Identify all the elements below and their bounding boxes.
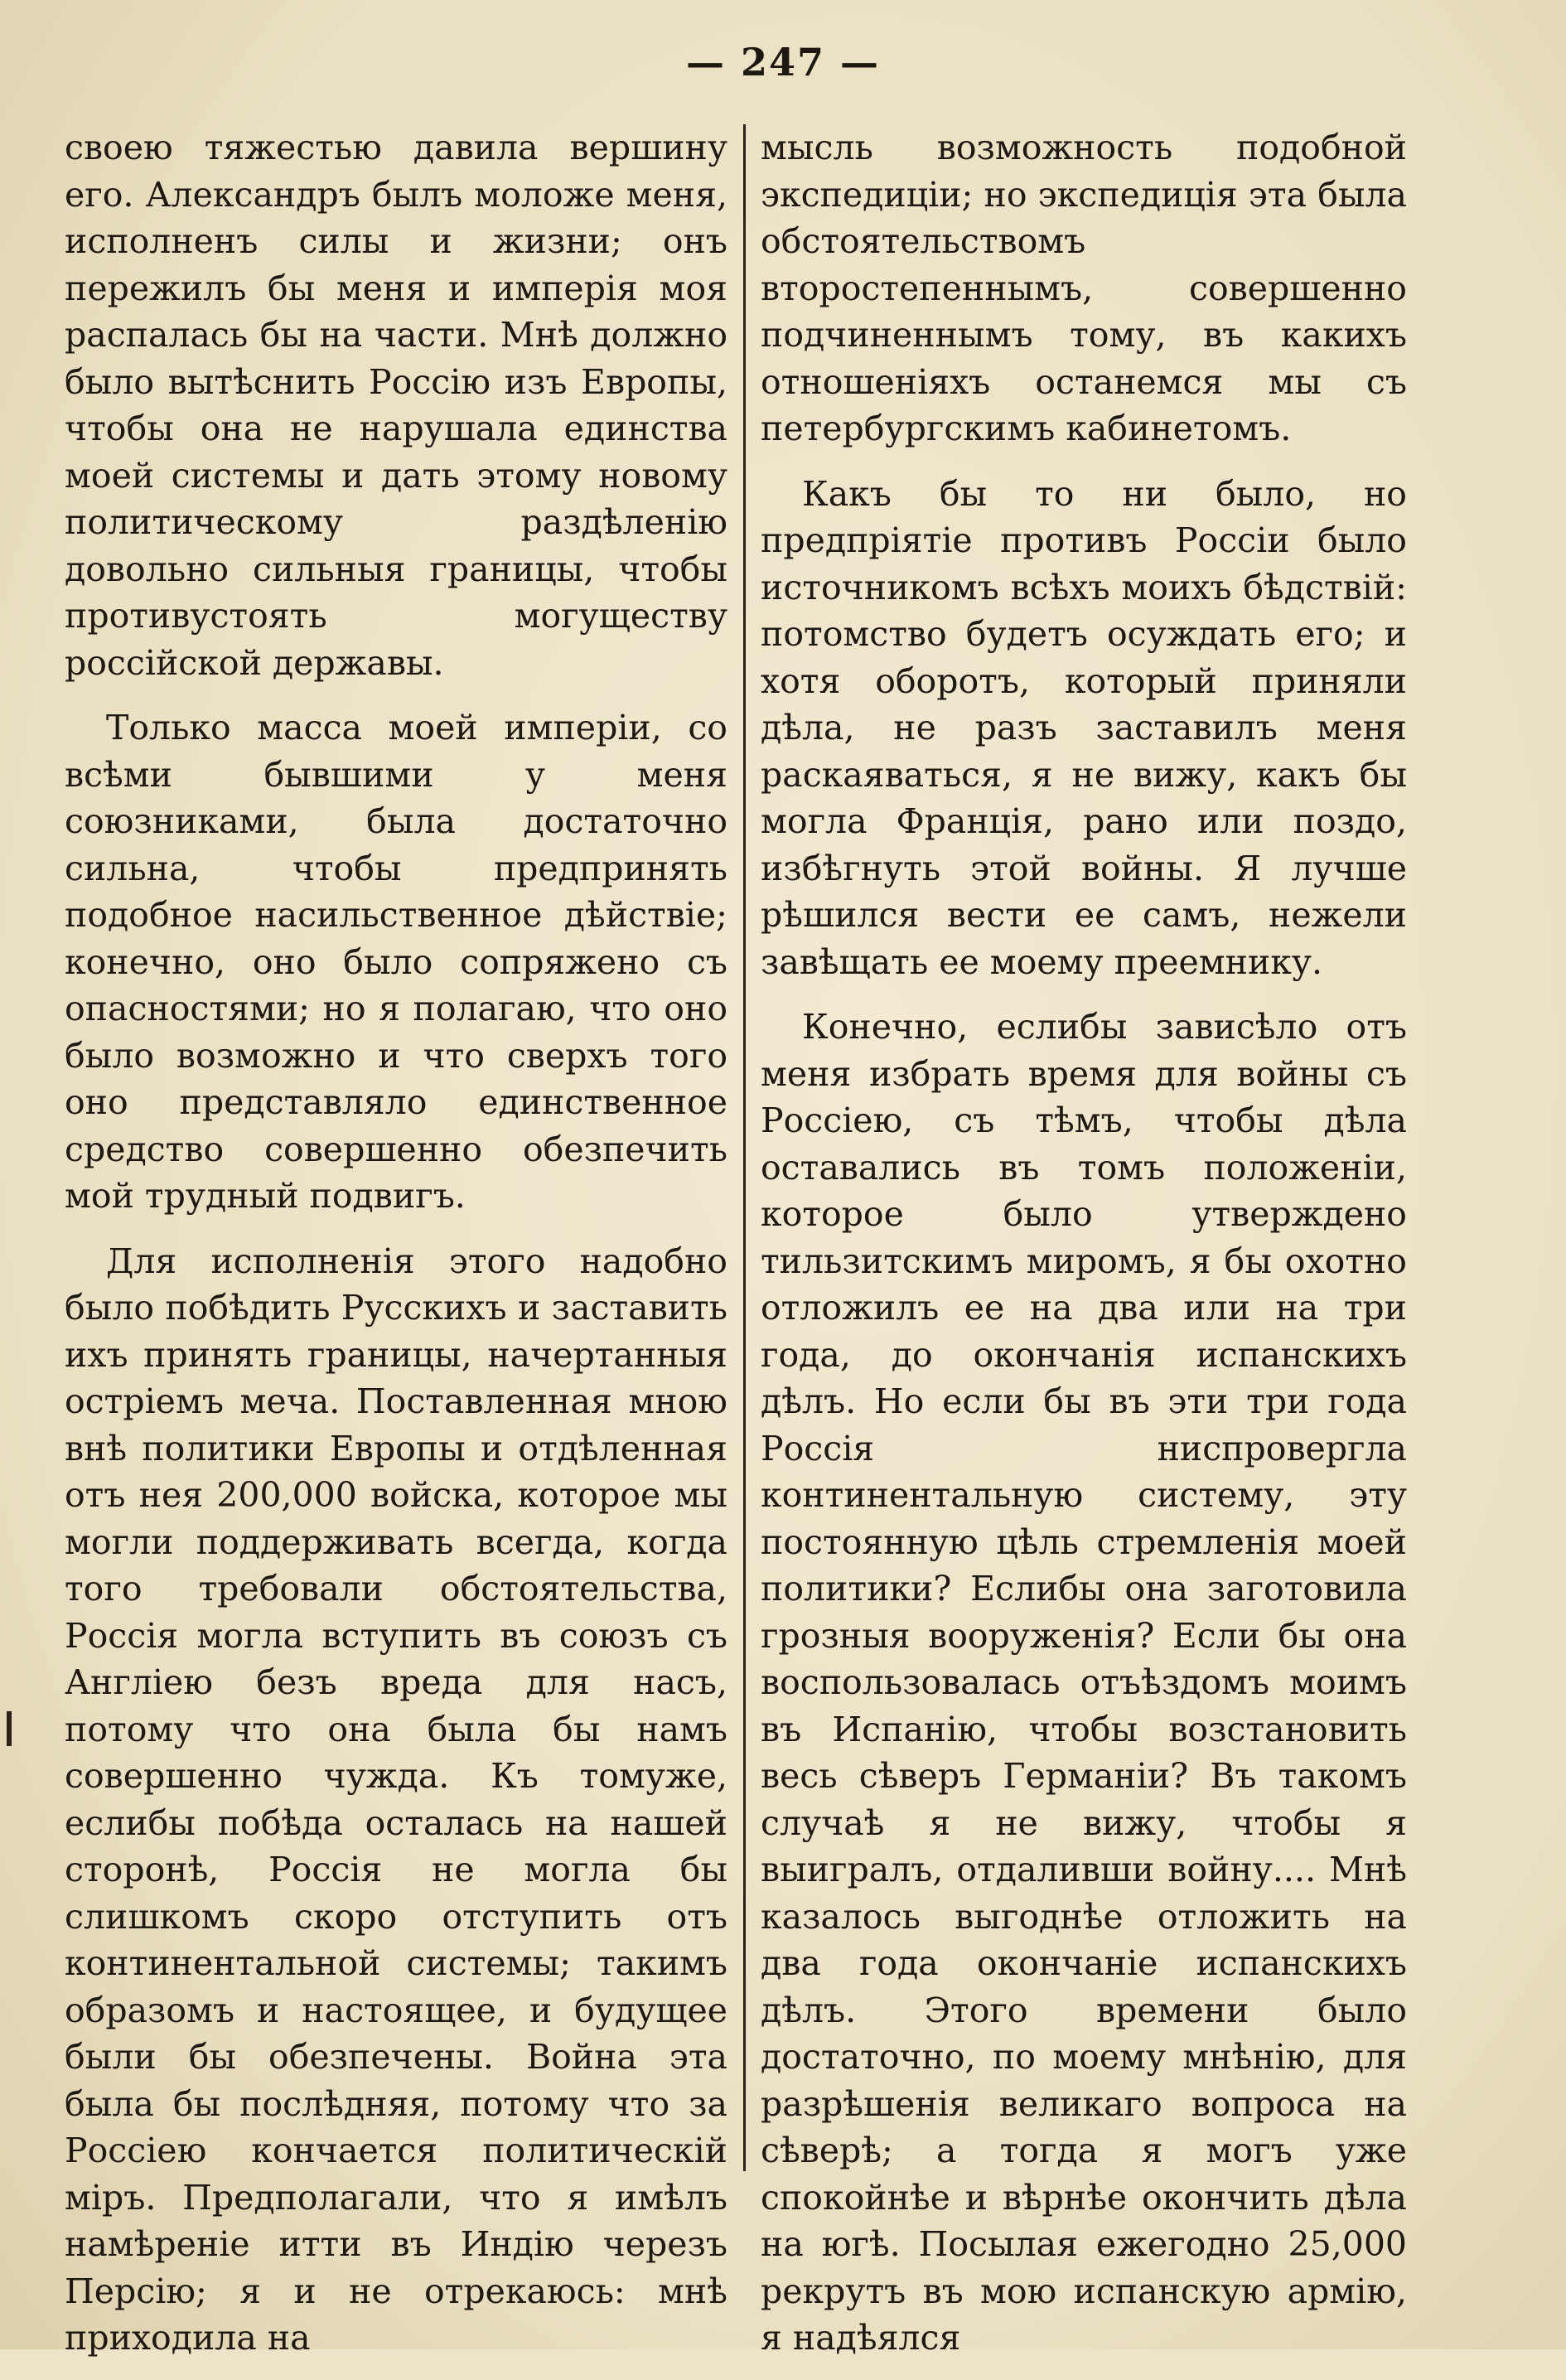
paragraph: Какъ бы то ни было, но предпріятіе противъ Россіи было источникомъ всѣхъ моихъ бѣдствій: потомство будетъ осуждать его; и хотя оборотъ, который приняли дѣла, не разъ заставилъ меня раскаяваться, я не вижу, какъ бы могла Франція, рано или поздо, избѣгнуть этой войны. Я лучше рѣшился вести ее самъ, нежели завѣщать ее моему преемнику. (761, 473, 1407, 982)
paragraph: Для исполненія этого надобно было побѣдить Русскихъ и заставить ихъ принять границы, начертанныя остріемъ меча. Поставленная мною внѣ политики Европы и отдѣленная отъ нея 200,000 войска, которое мы могли поддерживать всегда, когда того требовали обстоятельства, Россія могла вступить въ союзъ съ Англіею безъ вреда для насъ, потому что она была бы намъ совершенно чужда. Къ томуже, еслибы побѣда осталась на нашей сторонѣ, Россія не могла бы слишкомъ скоро отступить отъ континентальной системы; такимъ образомъ и настоящее, и будущее были бы обезпечены. Война эта была бы послѣдняя, потому что за Россіею кончается политическій міръ. Предполагали, что я имѣлъ намѣреніе итти въ Индію черезъ Персію; я и не отрекаюсь: мнѣ приходила на (65, 1241, 727, 2358)
paragraph: мысль возможность подобной экспедиціи; но экспедиція эта была обстоятельствомъ второстепеннымъ, совершенно подчиненнымъ тому, въ какихъ отношеніяхъ останемся мы съ петербургскимъ кабинетомъ. (761, 128, 1407, 448)
left-text-column (65, 124, 727, 2380)
page-number: — 247 — (685, 40, 881, 85)
paragraph: Только масса моей имперіи, со всѣми бывшими у меня союзниками, была достаточно сильна, чтобы предпринять подобное насильственное дѣйствіе; конечно, оно было сопряжено съ опасностями; но я полагаю, что оно было возможно и что сверхъ того оно представляло единственное средство совершенно обезпечить мой трудный подвигъ. (65, 708, 727, 1216)
right-text-column (761, 124, 1407, 2380)
column-divider (743, 124, 746, 2171)
paragraph: Конечно, еслибы зависѣло отъ меня избрать время для войны съ Россіею, съ тѣмъ, чтобы дѣла оставались въ томъ положеніи, которое было утверждено тильзитскимъ миромъ, я бы охотно отложилъ ее на два или на три года, до окончанія испанскихъ дѣлъ. Но если бы въ эти три года Россія ниспровергла континентальную систему, эту постоянную цѣль стремленія моей политики? Еслибы она заготовила грозныя вооруженія? Если бы она воспользовалась отъѣздомъ моимъ въ Испанію, чтобы возстановить весь сѣверъ Германіи? Въ такомъ случаѣ я не вижу, чтобы я выигралъ, отдаливши войну.... Мнѣ казалось выгоднѣе отложить на два года окончаніе испанскихъ дѣлъ. Этого времени было достаточно, по моему мнѣнію, для разрѣшенія великаго вопроса на сѣверѣ; а тогда я могъ уже спокойнѣе и вѣрнѣе окончить дѣла на югѣ. Посылая ежегодно 25,000 рекрутъ въ мою испанскую армію, я надѣялся (761, 1007, 1407, 2358)
paragraph: своею тяжестью давила вершину его. Александръ былъ моложе меня, исполненъ силы и жизни; онъ пережилъ бы меня и имперія моя распалась бы на части. Мнѣ должно было вытѣснить Россію изъ Европы, чтобы она не нарушала единства моей системы и дать этому новому политическому раздѣленію довольно сильныя границы, чтобы противустоять могуществу россійской державы. (65, 128, 727, 683)
margin-mark (7, 1711, 12, 1746)
